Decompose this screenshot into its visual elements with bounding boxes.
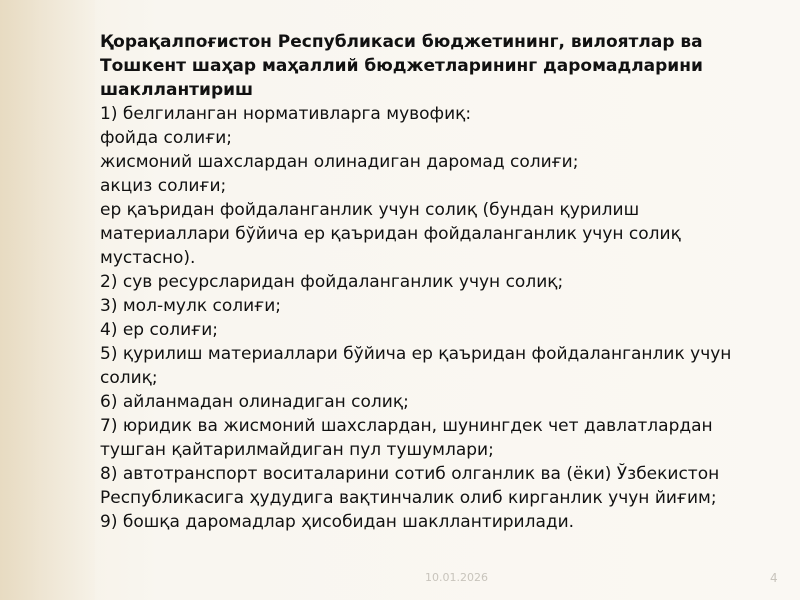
slide-content — [100, 30, 770, 534]
list-item-7: 7) юридик ва жисмоний шахслардан, шунингдек чет давлатлардан тушган қайтарилмайдиган пул тушумлари; — [100, 416, 713, 460]
list-item-1: 1) белгиланган нормативларга мувофиқ: — [100, 104, 472, 124]
list-item-4: 4) ер солиғи; — [100, 320, 218, 340]
list-item-2: 2) сув ресурсларидан фойдаланганлик учун солиқ; — [100, 272, 564, 292]
slide-title: Қорақалпоғистон Республикаси бюджетининг, вилоятлар ва Тошкент шаҳар маҳаллий бюджетларининг даромадларини шакллантириш — [100, 32, 703, 100]
decorative-left-band — [0, 0, 95, 600]
footer-date: 10.01.2026 — [425, 571, 488, 584]
list-item-profit-tax: фойда солиғи; — [100, 128, 233, 148]
list-item-excise-tax: акциз солиғи; — [100, 176, 227, 196]
list-item-6: 6) айланмадан олинадиган солиқ; — [100, 392, 409, 412]
list-item-income-tax: жисмоний шахслардан олинадиган даромад солиғи; — [100, 152, 579, 172]
list-item-9: 9) бошқа даромадлар ҳисобидан шакллантирилади. — [100, 512, 575, 532]
list-item-5: 5) қурилиш материаллари бўйича ер қаъридан фойдаланганлик учун солиқ; — [100, 344, 732, 388]
list-item-8: 8) автотранспорт воситаларини сотиб олганлик ва (ёки) Ўзбекистон Республикасига ҳудудига вақтинчалик олиб кирганлик учун йиғим; — [100, 464, 720, 508]
list-item-3: 3) мол-мулк солиғи; — [100, 296, 281, 316]
footer-page-number: 4 — [770, 571, 778, 585]
list-item-subsoil-tax: ер қаъридан фойдаланганлик учун солиқ (бундан қурилиш материаллари бўйича ер қаъридан фойдаланганлик учун солиқ мустасно). — [100, 200, 681, 268]
